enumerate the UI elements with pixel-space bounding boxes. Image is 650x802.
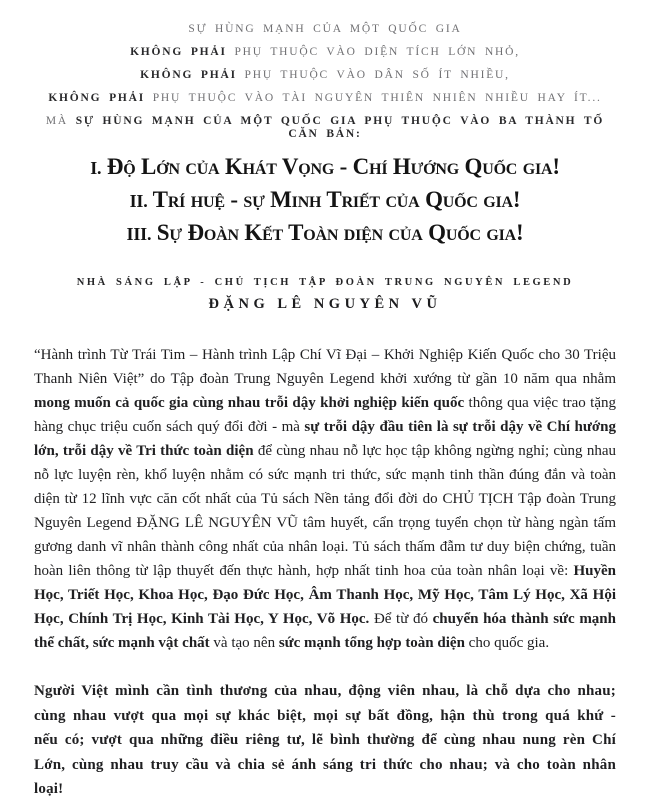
bold-text-segment: sự trỗi dậy đầu tiên là sự trỗi dậy về Chí hướng lớn, trỗi dậy về Tri thức toàn diện [34,419,616,459]
pillar-numeral-3: III. [126,224,152,244]
epigraph-block [34,23,616,141]
pillar-text-2: Trí huệ - sự Minh Triết của Quốc gia! [147,187,521,212]
closing-paragraph [34,679,616,802]
pillar-numeral-2: II. [129,191,148,211]
text-segment: PHỤ THUỘC VÀO DÂN SỐ ÍT NHIỀU, [236,69,510,81]
body-text [34,343,616,802]
text-segment: Để từ đó [369,611,433,627]
epigraph-line-3 [34,69,616,82]
pillar-numeral-1: I. [90,158,102,178]
epigraph-line-4 [34,92,616,105]
bold-text-segment: sức mạnh tổng hợp toàn diện [278,635,465,651]
text-segment: “Hành trình Từ Trái Tim – Hành trình Lập Chí Vĩ Đại – Khởi Nghiệp Kiến Quốc cho 30 Triệu Thanh Niên Việt” do Tập đoàn Trung Nguyên Legend khởi xướng từ gần 10 năm qua nhằm [34,347,616,387]
text-segment: thông qua việc trao tặng hàng chục triệu cuốn sách quý đổi đời - mà [34,395,616,435]
epigraph-line-2 [34,46,616,59]
bold-text-segment: KHÔNG PHẢI [140,69,237,81]
text-segment: MÀ [45,115,76,127]
three-pillars-headings [34,151,616,250]
pillar-heading-1 [34,151,616,184]
pillar-text-3: Sự Đoàn Kết Toàn diện của Quốc gia! [151,220,524,245]
bold-text-segment: Huyền Học, Triết Học, Khoa Học, Đạo Đức Học, Âm Thanh Học, Mỹ Học, Tâm Lý Học, Xã Hội Học, Chính Trị Học, Kinh Tài Học, Y Học, Võ Học. [34,563,616,627]
bold-text-segment: mong muốn cả quốc gia cùng nhau trỗi dậy khởi nghiệp kiến quốc [34,395,465,411]
text-segment: và tạo nên [209,635,279,651]
epigraph-line-1 [34,23,616,36]
text-segment: SỰ HÙNG MẠNH CỦA MỘT QUỐC GIA [188,23,462,35]
pillar-heading-2 [34,184,616,217]
main-paragraph [34,343,616,655]
text-segment: cho quốc gia. [464,635,550,651]
text-segment: PHỤ THUỘC VÀO TÀI NGUYÊN THIÊN NHIÊN NHIỀU HAY ÍT... [145,92,602,104]
bold-text-segment: Người Việt mình cần tình thương của nhau, động viên nhau, là chỗ dựa cho nhau; cùng nhau vượt qua mọi sự khác biệt, mọi sự bất đồng, hận thù trong quá khứ - nếu có; vượt qua những điều riêng tư, lẽ bình thường để cùng nhau nung rèn Chí Lớn, cùng nhau truy cầu và chia sẻ ánh sáng tri thức cho nhau; và cho toàn nhân loại! [34,683,616,797]
byline-role: NHÀ SÁNG LẬP - CHỦ TỊCH TẬP ĐOÀN TRUNG NGUYÊN LEGEND [76,277,574,288]
epigraph-line-5 [34,115,616,141]
text-segment: để cùng nhau nỗ lực học tập không ngừng nghỉ; cùng nhau nỗ lực luyện rèn, khổ luyện nhằm có sức mạnh tri thức, sức mạnh tinh thần đúng đắn và toàn diện từ 12 lĩnh vực căn cốt nhất của Tủ sách Nền tảng đổi đời do CHỦ TỊCH Tập đoàn Trung Nguyên Legend ĐẶNG LÊ NGUYÊN VŨ tâm huyết, cẩn trọng tuyển chọn từ hàng ngàn tấm gương danh vĩ nhân thành công nhất của nhân loại. Tủ sách thấm đẫm tư duy biện chứng, tuần hoàn liên thông từ lập thuyết đến thực hành, hợp nhất tinh hoa của toàn nhân loại về: [34,443,616,579]
pillar-text-1: Độ Lớn của Khát Vọng - Chí Hướng Quốc gia! [101,154,560,179]
bold-text-segment: KHÔNG PHẢI [48,92,146,104]
text-segment: PHỤ THUỘC VÀO DIỆN TÍCH LỚN NHỎ, [226,46,520,58]
bold-text-segment: SỰ HÙNG MẠNH CỦA MỘT QUỐC GIA PHỤ THUỘC VÀO BA THÀNH TỐ CĂN BẢN: [75,115,605,140]
pillar-heading-3 [34,217,616,250]
byline-author-name: ĐẶNG LÊ NGUYÊN VŨ [208,296,442,312]
bold-text-segment: KHÔNG PHẢI [130,46,227,58]
byline-block [34,277,616,312]
bold-text-segment: chuyển hóa thành sức mạnh thể chất, sức mạnh vật chất [34,611,616,651]
